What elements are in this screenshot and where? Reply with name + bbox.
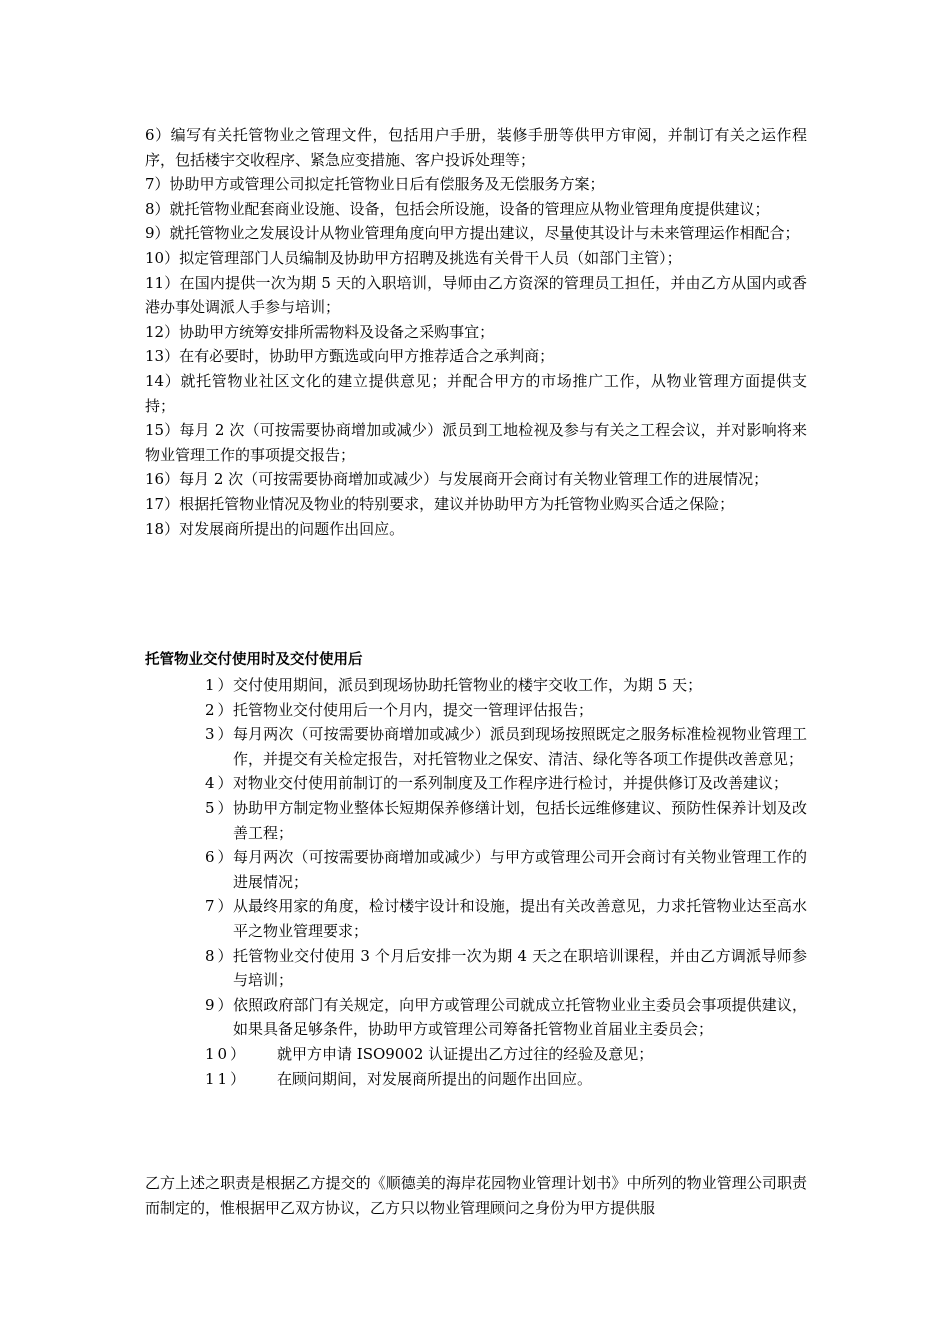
- list-item: [205, 722, 807, 771]
- list-item-number: 10）: [205, 1044, 249, 1063]
- list-item: [205, 1067, 807, 1092]
- list-item: [205, 771, 807, 796]
- section-heading: 托管物业交付使用时及交付使用后: [145, 652, 363, 668]
- duty-item-15: 15）每月 2 次（可按需要协商增加或减少）派员到工地检视及参与有关之工程会议，并对影响将来物业管理工作的事项提交报告；: [145, 421, 807, 464]
- list-item-text: 交付使用期间，派员到现场协助托管物业的楼宇交收工作，为期 5 天；: [233, 676, 703, 694]
- list-item: [205, 796, 807, 845]
- list-item-number: 5）: [205, 798, 236, 817]
- list-item: [205, 993, 807, 1042]
- list-item-text: 协助甲方制定物业整体长短期保养修缮计划，包括长远维修建议、预防性保养计划及改善工程；: [233, 798, 807, 842]
- list-item: [205, 845, 807, 894]
- list-item-number: 3）: [205, 725, 236, 744]
- duty-item-13: 13）在有必要时，协助甲方甄选或向甲方推荐适合之承判商；: [145, 347, 555, 366]
- list-item-number: 7）: [205, 897, 236, 916]
- list-item-number: 4）: [205, 774, 236, 793]
- list-item: [205, 894, 807, 943]
- duty-item-9: 9）就托管物业之发展设计从物业管理角度向甲方提出建议，尽量使其设计与未来管理运作相配合；: [145, 224, 800, 243]
- list-item-number: 1）: [205, 676, 236, 694]
- list-item-number: 6）: [205, 848, 236, 867]
- list-item-text: 托管物业交付使用 3 个月后安排一次为期 4 天之在职培训课程，并由乙方调派导师参与培训；: [233, 946, 807, 990]
- duty-list: [145, 123, 807, 541]
- list-item-number: 9）: [205, 995, 236, 1014]
- duty-item-18: 18）对发展商所提出的问题作出回应。: [145, 519, 405, 538]
- list-item: [205, 1042, 807, 1067]
- list-item-text: 从最终用家的角度，检讨楼宇设计和设施，提出有关改善意见，力求托管物业达至高水平之物业管理要求；: [233, 897, 807, 940]
- list-item-text: 每月两次（可按需要协商增加或减少）派员到现场按照既定之服务标准检视物业管理工作，并提交有关检定报告，对托管物业之保安、清洁、绿化等各项工作提供改善意见；: [233, 725, 807, 768]
- duty-item-7: 7）协助甲方或管理公司拟定托管物业日后有偿服务及无偿服务方案；: [145, 175, 605, 194]
- duty-item-16: 16）每月 2 次（可按需要协商增加或减少）与发展商开会商讨有关物业管理工作的进展情况；: [145, 470, 769, 489]
- duty-item-6: 6）编写有关托管物业之管理文件，包括用户手册，装修手册等供甲方审阅，并制订有关之运作程序，包括楼宇交收程序、紧急应变措施、客户投诉处理等；: [145, 126, 807, 169]
- list-item-text: 每月两次（可按需要协商增加或减少）与甲方或管理公司开会商讨有关物业管理工作的进展情况；: [233, 848, 807, 891]
- duty-item-11: 11）在国内提供一次为期 5 天的入职培训，导师由乙方资深的管理员工担任，并由乙方从国内或香港办事处调派人手参与培训；: [145, 273, 807, 317]
- list-item-number: 8）: [205, 946, 236, 965]
- list-item: [205, 944, 807, 993]
- duty-item-17: 17）根据托管物业情况及物业的特别要求，建议并协助甲方为托管物业购买合适之保险；: [145, 494, 735, 513]
- list-item-text: 依照政府部门有关规定，向甲方或管理公司就成立托管物业业主委员会事项提供建议，如果具备足够条件，协助甲方或管理公司筹备托管物业首届业主委员会；: [233, 995, 807, 1039]
- duty-item-10: 10）拟定管理部门人员编制及协助甲方招聘及挑选有关骨干人员（如部门主管）；: [145, 248, 682, 267]
- closing-paragraph: 乙方上述之职责是根据乙方提交的《顺德美的海岸花园物业管理计划书》中所列的物业管理公司职责而制定的，惟根据甲乙双方协议，乙方只以物业管理顾问之身份为甲方提供服: [145, 1174, 807, 1217]
- list-item-text: 在顾问期间，对发展商所提出的问题作出回应。: [277, 1069, 593, 1088]
- list-item: [205, 698, 807, 723]
- duty-item-12: 12）协助甲方统筹安排所需物料及设备之采购事宜；: [145, 322, 495, 341]
- list-item-text: 托管物业交付使用后一个月内，提交一管理评估报告；: [233, 700, 594, 719]
- list-item-number: 11）: [205, 1069, 249, 1088]
- list-item: [205, 673, 807, 698]
- handover-duty-list: [205, 673, 807, 1091]
- list-item-text: 就甲方申请 ISO9002 认证提出乙方过往的经验及意见；: [277, 1044, 654, 1063]
- duty-item-14: 14）就托管物业社区文化的建立提供意见；并配合甲方的市场推广工作，从物业管理方面提供支持；: [145, 371, 807, 415]
- list-item-number: 2）: [205, 700, 236, 719]
- duty-item-8: 8）就托管物业配套商业设施、设备，包括会所设施，设备的管理应从物业管理角度提供建议；: [145, 199, 770, 218]
- list-item-text: 对物业交付使用前制订的一系列制度及工作程序进行检讨，并提供修订及改善建议；: [233, 774, 789, 793]
